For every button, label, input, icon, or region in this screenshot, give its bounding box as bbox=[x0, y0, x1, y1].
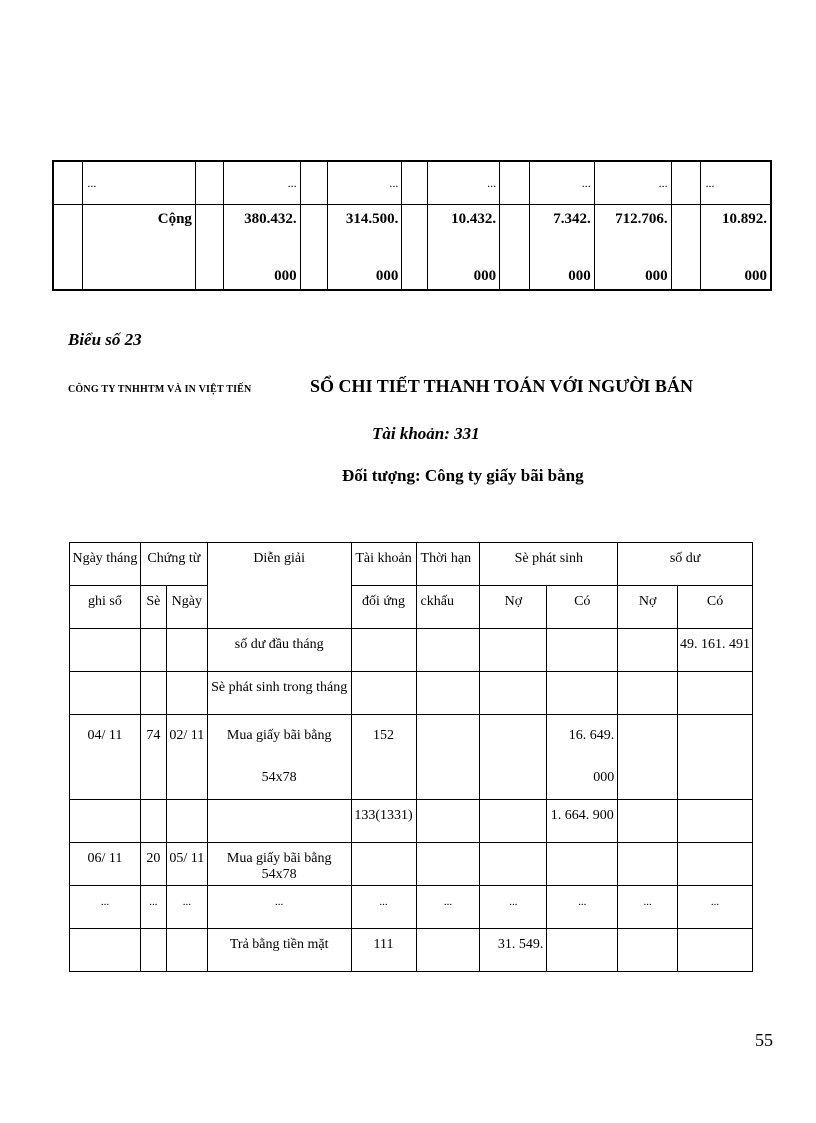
total-value: 000 bbox=[375, 268, 399, 284]
cell: ... bbox=[149, 896, 158, 908]
cell: 04/ 11 bbox=[87, 728, 123, 743]
column-header: Thời hạn bbox=[420, 551, 472, 566]
total-label: Cộng bbox=[157, 211, 192, 227]
cell: ... bbox=[581, 176, 591, 190]
column-header: Có bbox=[574, 594, 591, 609]
cell: 74 bbox=[146, 728, 161, 743]
table-row bbox=[70, 843, 753, 886]
cell: ... bbox=[705, 176, 715, 190]
page-number: 55 bbox=[755, 1030, 773, 1050]
page-title: SỔ CHI TIẾT THANH TOÁN VỚI NGƯỜI BÁN bbox=[310, 376, 693, 396]
cell: ... bbox=[578, 896, 587, 908]
column-header: Ngày tháng bbox=[72, 551, 138, 566]
column-header: Chứng từ bbox=[147, 551, 201, 566]
cell: Mua giấy bãi bằng 54x78 bbox=[226, 851, 332, 882]
total-value: 000 bbox=[645, 268, 668, 284]
total-value: 000 bbox=[473, 268, 497, 284]
account-label: Tài khoản: 331 bbox=[372, 424, 480, 443]
cell: 000 bbox=[593, 770, 615, 785]
table-row bbox=[70, 929, 753, 972]
total-value: 712.706. bbox=[615, 211, 668, 227]
cell: ... bbox=[389, 176, 399, 190]
cell: 05/ 11 bbox=[169, 851, 205, 866]
cell: 20 bbox=[146, 851, 161, 866]
column-header: Có bbox=[706, 594, 724, 609]
table-row bbox=[53, 161, 771, 205]
cell: ... bbox=[710, 896, 720, 908]
total-value: 000 bbox=[568, 268, 591, 284]
cell: Mua giấy bãi bằng 54x78 bbox=[226, 728, 332, 785]
cell: 133(1331) bbox=[354, 808, 413, 823]
column-header: ghi sổ bbox=[88, 594, 122, 609]
total-value: 7.342. bbox=[553, 211, 591, 227]
cell: ... bbox=[287, 176, 297, 190]
cell: ... bbox=[643, 896, 652, 908]
column-header: Sè phát sinh bbox=[514, 551, 584, 566]
cell: 1. 664. 900 bbox=[550, 808, 614, 823]
cell: ... bbox=[100, 896, 110, 908]
column-header: Sè bbox=[146, 594, 161, 609]
total-value: 380.432. bbox=[244, 211, 297, 227]
cell: 31. 549. bbox=[497, 937, 544, 952]
column-header: đối ứng bbox=[362, 594, 406, 609]
column-header: Nợ bbox=[638, 594, 657, 609]
table-row bbox=[70, 715, 753, 800]
header-row bbox=[70, 586, 753, 629]
total-row bbox=[53, 205, 771, 291]
total-value: 10.892. bbox=[722, 211, 767, 227]
cell: ... bbox=[379, 896, 388, 908]
cell: ... bbox=[87, 176, 97, 190]
cell: ... bbox=[487, 176, 497, 190]
total-value: 000 bbox=[744, 268, 767, 284]
totals-table bbox=[52, 160, 772, 291]
table-row bbox=[70, 629, 753, 672]
cell: 06/ 11 bbox=[87, 851, 123, 866]
cell: 49. 161. 491 bbox=[680, 637, 751, 652]
column-header: Ngày bbox=[171, 594, 202, 609]
cell: ... bbox=[509, 896, 518, 908]
cell: 111 bbox=[373, 937, 394, 952]
column-header: số dư bbox=[669, 551, 701, 566]
ledger-table bbox=[69, 542, 753, 972]
table-row bbox=[70, 800, 753, 843]
cell: 02/ 11 bbox=[169, 728, 205, 743]
subject-label: Đối tượng: Công ty giấy bãi bằng bbox=[342, 466, 584, 485]
cell: Sè phát sinh trong tháng bbox=[211, 680, 348, 695]
table-row bbox=[70, 886, 753, 929]
cell: ... bbox=[443, 896, 453, 908]
cell: 152 bbox=[373, 728, 395, 743]
column-header: Tài khoản bbox=[355, 551, 412, 566]
column-header: Nợ bbox=[504, 594, 523, 609]
form-number: Biểu số 23 bbox=[68, 330, 142, 349]
total-value: 10.432. bbox=[451, 211, 497, 227]
column-header: ckhấu bbox=[420, 594, 454, 609]
cell: ... bbox=[275, 896, 284, 908]
cell: ... bbox=[182, 896, 191, 908]
header-row bbox=[70, 543, 753, 586]
cell: Trả bằng tiền mặt bbox=[229, 937, 329, 952]
cell: 16. 649. bbox=[568, 728, 615, 743]
company-name: CÔNG TY TNHHTM VÀ IN VIỆT TIẾN bbox=[68, 384, 252, 395]
total-value: 314.500. bbox=[345, 211, 399, 227]
cell: ... bbox=[658, 176, 668, 190]
cell: số dư đầu tháng bbox=[234, 637, 324, 652]
total-value: 000 bbox=[274, 268, 297, 284]
column-header: Diễn giải bbox=[253, 551, 306, 566]
